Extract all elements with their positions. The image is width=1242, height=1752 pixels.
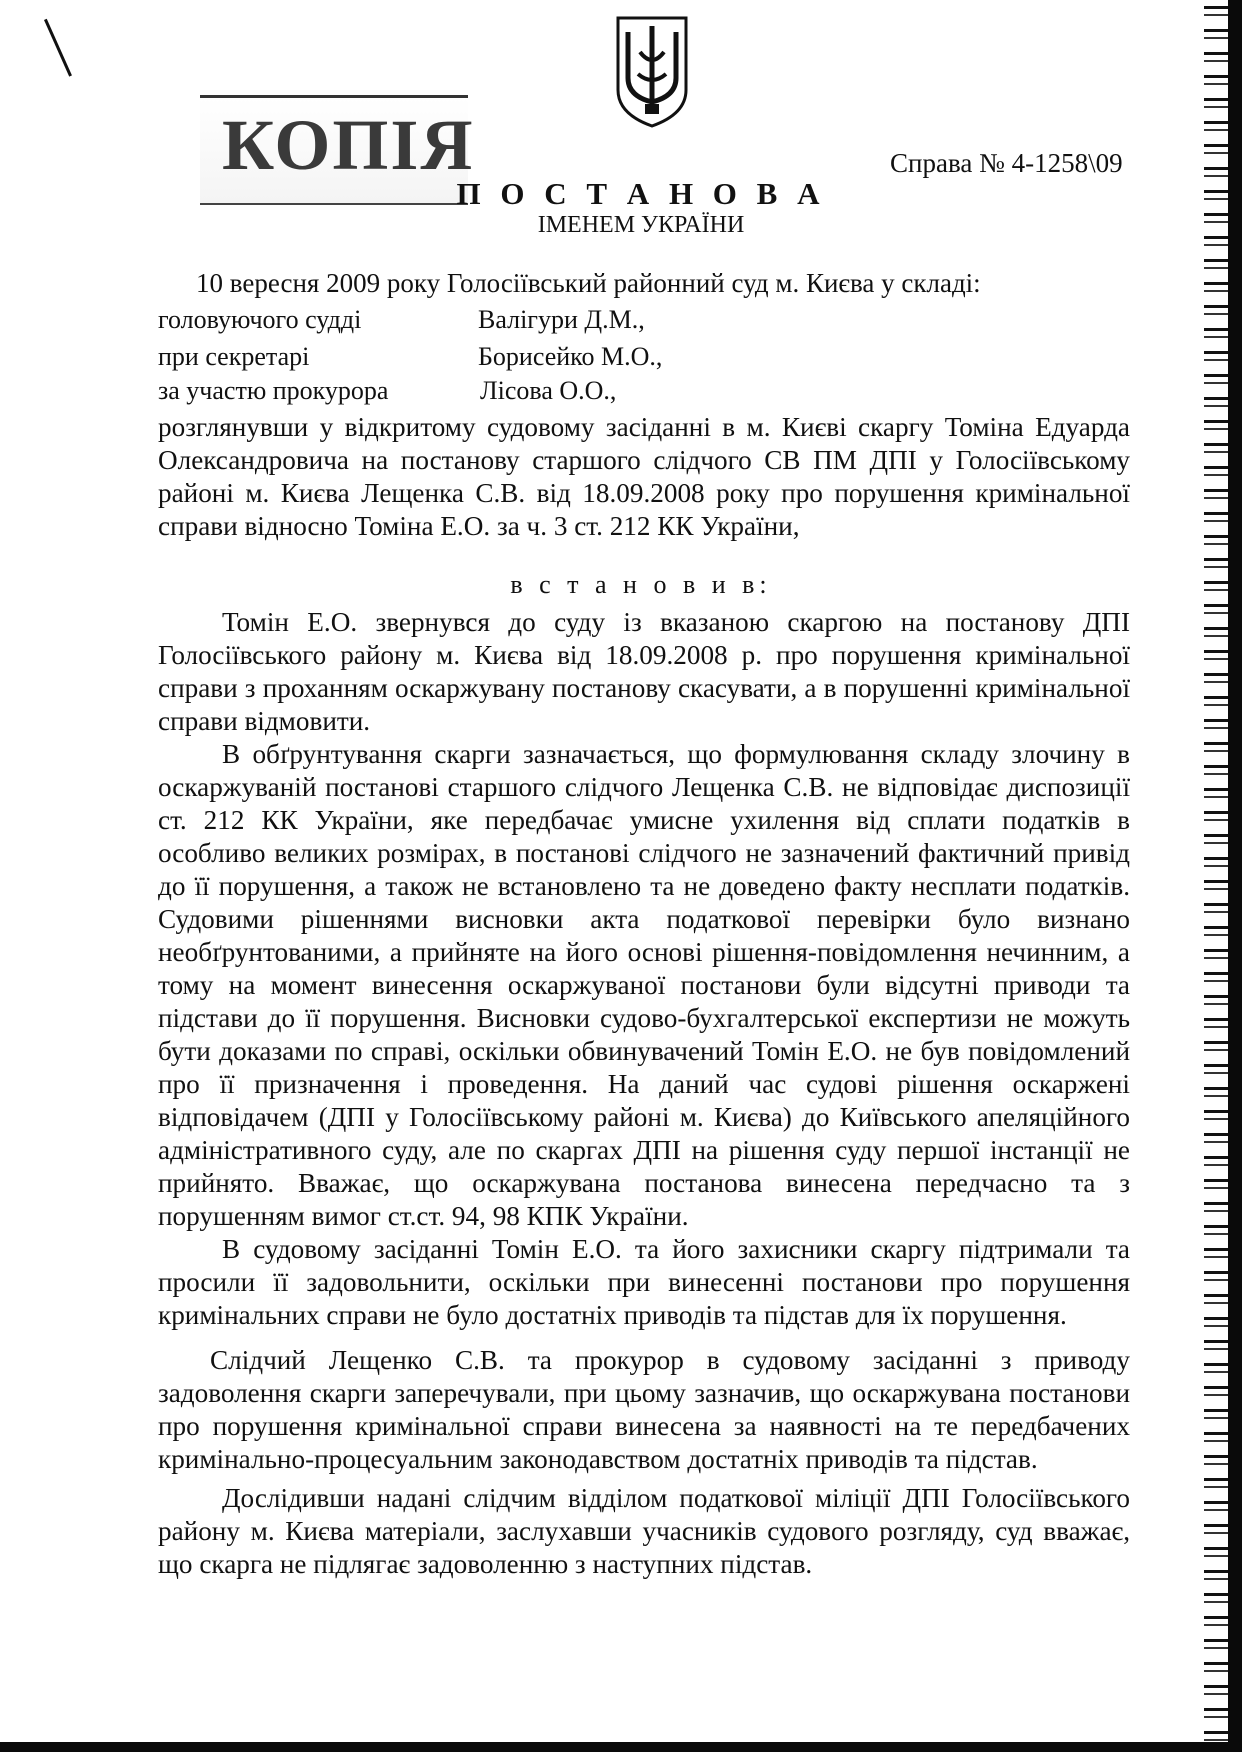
- composition-name: Борисейко М.О.,: [478, 342, 663, 371]
- case-number: Справа № 4-1258\09: [890, 148, 1123, 178]
- composition-row: [158, 342, 663, 372]
- verdict-heading: в с т а н о в и в:: [510, 570, 772, 599]
- scan-edge-bottom: [0, 1742, 1242, 1752]
- copy-stamp-label: КОПІЯ: [222, 105, 475, 185]
- intro-text: розглянувши у відкритому судовому засіданні в м. Києві скаргу Томіна Едуарда Олександровича на постанову старшого слідчого СВ ПМ ДПІ у Голосіївському районі м. Києва Лещенка С.В. від 18.09.2008 року про порушення кримінальної справи відносно Томіна Е.О. за ч. 3 ст. 212 КК України,: [158, 412, 1130, 541]
- pen-mark: [44, 19, 72, 77]
- composition-row: [158, 305, 645, 335]
- paragraph: В обґрунтування скарги зазначається, що формулювання складу злочину в оскаржуваній постанові старшого слідчого Лещенка С.В. не відповідає диспозиції ст. 212 КК України, яке передбачає умисне ухилення від сплати податків в особливо великих розмірах, в постанові слідчого не зазначений фактичний привід до її порушення, а також не встановлено та не доведено факту несплати податків. Судовими рішеннями висновки акта податкової перевірки було визнано необґрунтованими, а прийняте на його основі рішення-повідомлення нечинним, а тому на момент винесення оскаржуваної постанови були відсутні приводи та підстави до її порушення. Висновки судово-бухгалтерської експертизи не можуть бути доказами по справі, оскільки обвинувачений Томін Е.О. не був повідомлений про її призначення і проведення. На даний час судові рішення оскаржені відповідачем (ДПІ у Голосіївському районі м. Києва) до Київського апеляційного адміністративного суду, але по скаргах ДПІ на рішення суду першої інстанції не прийнято. Вважає, що оскаржувана постанова винесена передчасно та з порушенням вимог ст.ст. 94, 98 КПК України.: [158, 739, 1130, 1231]
- scan-edge-right: [1204, 0, 1242, 1752]
- composition-role: при секретарі: [158, 342, 310, 371]
- paragraph: Дослідивши надані слідчим відділом податкової міліції ДПІ Голосіївського району м. Києва матеріали, заслухавши учасників судового розгляду, суд вважає, що скарга не підлягає задоволенню з наступних підстав.: [158, 1483, 1130, 1579]
- body-text: [158, 606, 1130, 1581]
- paragraph: Слідчий Лещенко С.В. та прокурор в судовому засіданні з приводу задоволення скарги заперечували, при цьому зазначив, що оскаржувана постанови про порушення кримінальної справи винесена за наявності на те передбачених кримінально-процесуальним законодавством достатніх приводів та підстав.: [158, 1345, 1130, 1474]
- date-line: 10 вересня 2009 року Голосіївський районний суд м. Києва у складі:: [196, 268, 981, 298]
- composition-role: за участю прокурора: [158, 376, 389, 405]
- tryzub-emblem-icon: [612, 12, 692, 130]
- composition-role: головуючого судді: [158, 305, 362, 334]
- document-title: П О С Т А Н О В А: [456, 176, 826, 211]
- paragraph: В судовому засіданні Томін Е.О. та його захисники скаргу підтримали та просили її задовольнити, оскільки при винесенні постанови про порушення кримінальних справи не було достатніх приводів та підстав для їх порушення.: [158, 1234, 1130, 1330]
- composition-name: Валігури Д.М.,: [478, 305, 645, 334]
- paragraph: Томін Е.О. звернувся до суду із вказаною скаргою на постанову ДПІ Голосіївського району м. Києва від 18.09.2008 р. про порушення кримінальної справи з проханням оскаржувану постанову скасувати, а в порушенні кримінальної справи відмовити.: [158, 607, 1130, 736]
- composition-row: [158, 376, 617, 406]
- document-subtitle: ІМЕНЕМ УКРАЇНИ: [537, 212, 745, 238]
- intro-paragraph: [158, 411, 1130, 543]
- composition-name: Лісова О.О.,: [480, 376, 617, 405]
